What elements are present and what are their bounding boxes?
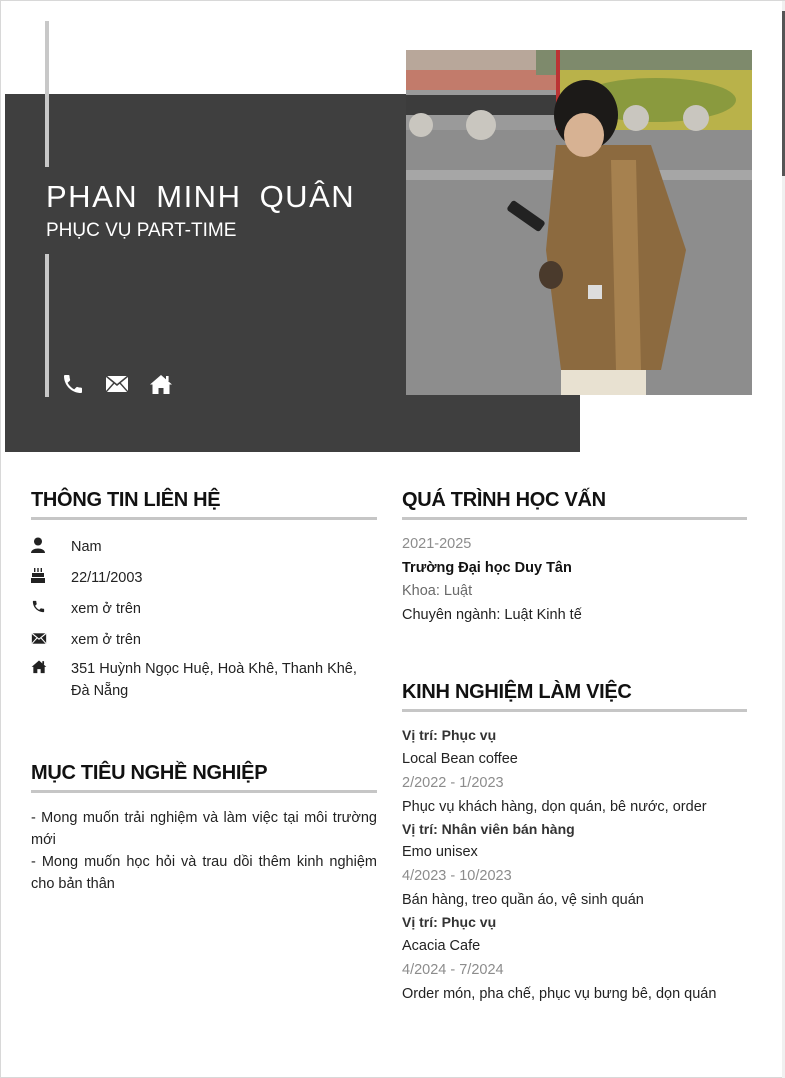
contact-item-email <box>31 629 377 652</box>
accent-bar-top <box>45 21 49 167</box>
profile-photo <box>406 50 752 395</box>
contact-item-text: 22/11/2003 <box>71 570 143 586</box>
contact-item-address <box>31 658 377 702</box>
phone-icon <box>31 598 71 621</box>
job-position: Vị trí: Phục vụ <box>402 914 497 930</box>
contact-item-text: xem ở trên <box>71 601 141 617</box>
job-position: Vị trí: Nhân viên bán hàng <box>402 821 575 837</box>
objective-line: - Mong muốn học hỏi và trau dồi thêm kinh nghiệm cho bản thân <box>31 854 377 892</box>
objective-line: - Mong muốn trải nghiệm và làm việc tại môi trường mới <box>31 810 377 848</box>
job-company: Emo unisex <box>402 844 478 860</box>
education-school: Trường Đại học Duy Tân <box>402 560 572 576</box>
objective-text <box>31 807 377 895</box>
contact-section-title: THÔNG TIN LIÊN HỆ <box>31 489 221 511</box>
accent-bar-bottom <box>45 254 49 397</box>
mail-icon <box>31 629 71 652</box>
education-major: Chuyên ngành: Luật Kinh tế <box>402 607 582 623</box>
experience-section-title: KINH NGHIỆM LÀM VIỆC <box>402 681 632 703</box>
home-icon <box>31 658 71 702</box>
contact-item-text: 351 Huỳnh Ngọc Huệ, Hoà Khê, Thanh Khê, Đà Nẵng <box>71 661 357 699</box>
contact-item-text: xem ở trên <box>71 632 141 648</box>
contact-item-text: Nam <box>71 539 102 555</box>
job-company: Local Bean coffee <box>402 751 518 767</box>
experience-section-rule <box>402 709 747 712</box>
phone-icon <box>61 372 85 396</box>
contact-item-gender <box>31 536 377 560</box>
header-contact-icons <box>61 372 173 396</box>
job-description: Bán hàng, treo quần áo, vệ sinh quán <box>402 892 644 908</box>
candidate-name: PHAN MINH QUÂN <box>46 179 356 214</box>
objective-section-title: MỤC TIÊU NGHỀ NGHIỆP <box>31 762 268 784</box>
education-period: 2021-2025 <box>402 536 472 552</box>
cake-icon <box>31 567 71 590</box>
education-faculty: Khoa: Luật <box>402 583 473 599</box>
education-section-rule <box>402 517 747 520</box>
job-period: 4/2023 - 10/2023 <box>402 868 512 884</box>
mail-icon <box>105 374 129 394</box>
contact-item-birthday <box>31 567 377 590</box>
job-position: Vị trí: Phục vụ <box>402 727 497 743</box>
job-company: Acacia Cafe <box>402 938 481 954</box>
contact-section-rule <box>31 517 377 520</box>
job-period: 4/2024 - 7/2024 <box>402 962 504 978</box>
candidate-role: PHỤC VỤ PART-TIME <box>46 220 237 241</box>
contact-item-phone <box>31 598 377 621</box>
job-description: Phục vụ khách hàng, dọn quán, bê nước, order <box>402 799 707 815</box>
person-icon <box>31 536 71 560</box>
job-description: Order món, pha chế, phục vụ bưng bê, dọn quán <box>402 986 717 1002</box>
education-section-title: QUÁ TRÌNH HỌC VẤN <box>402 489 606 511</box>
objective-section-rule <box>31 790 377 793</box>
home-icon <box>149 373 173 395</box>
job-period: 2/2022 - 1/2023 <box>402 775 504 791</box>
